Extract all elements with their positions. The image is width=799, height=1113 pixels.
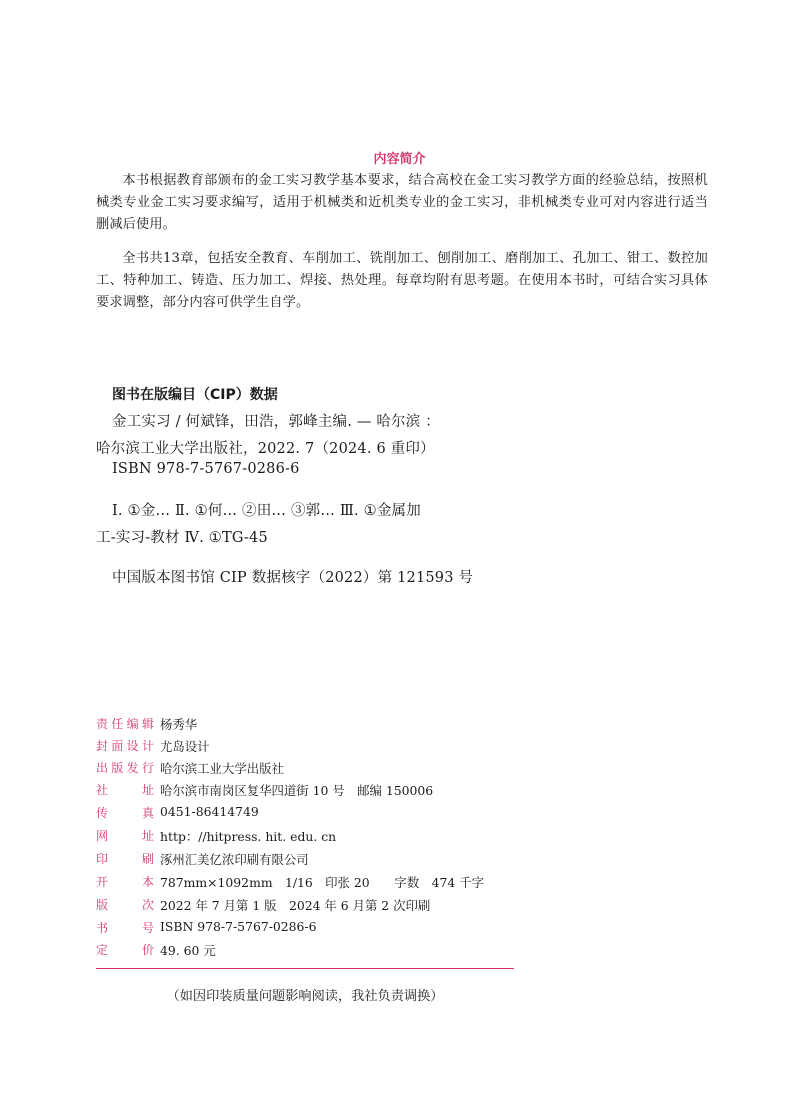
info-value: 49. 60 元 [160,943,216,958]
info-row-fax [96,804,259,822]
info-value: 哈尔滨市南岗区复华四道街 10 号 邮编 150006 [160,783,434,798]
info-label: 封面设计 [96,739,154,753]
info-row-price [96,941,216,959]
cip-classification-line-1: Ⅰ. ①金… Ⅱ. ①何… ②田… ③郭… Ⅲ. ①金属加 [112,503,421,519]
info-value: 2022 年 7 月第 1 版 2024 年 6 月第 2 次印刷 [160,898,431,913]
info-row-format [96,873,484,891]
info-value: 哈尔滨工业大学出版社 [160,761,284,776]
info-row-isbn [96,919,317,937]
cip-isbn-line: ISBN 978-7-5767-0286-6 [112,461,300,477]
cip-heading: 图书在版编目（CIP）数据 [112,387,278,403]
info-row-printer [96,850,309,868]
info-value: 杨秀华 [160,717,198,732]
info-value: 0451-86414749 [160,804,259,819]
info-value: 尤岛设计 [160,739,210,754]
info-row-website [96,827,336,845]
cip-publisher-line: 哈尔滨工业大学出版社，2022. 7（2024. 6 重印） [96,441,435,457]
info-label: 开 本 [96,875,154,889]
cip-title-line: 金工实习 / 何斌锋，田浩，郭峰主编. — 哈尔滨 ： [112,414,440,430]
divider-line [96,968,514,969]
info-row-cover-design [96,737,210,755]
info-label: 传 真 [96,806,154,820]
info-row-edition [96,896,430,914]
info-label: 印 刷 [96,852,154,866]
info-label: 责任编辑 [96,717,154,731]
cip-classification-line-2: 工-实习-教材 Ⅳ. ①TG-45 [96,530,268,546]
info-label: 网 址 [96,829,154,843]
intro-paragraph-1: 本书根据教育部颁布的金工实习教学基本要求，结合高校在金工实习教学方面的经验总结，按照机械类专业金工实习要求编写，适用于机械类和近机类专业的金工实习，非机械类专业可对内容进行适当删减后使用。 [96,173,708,232]
info-label: 版 次 [96,898,154,912]
info-value: http：//hitpress. hit. edu. cn [160,829,337,844]
info-row-address [96,781,433,799]
footer-note: （如因印装质量问题影响阅读，我社负责调换） [166,989,444,1004]
info-value: 涿州汇美亿浓印刷有限公司 [160,852,309,867]
intro-paragraph-2: 全书共13章，包括安全教育、车削加工、铣削加工、刨削加工、磨削加工、孔加工、钳工、数控加工、特种加工、铸造、压力加工、焊接、热处理。每章均附有思考题。在使用本书时，可结合实习具体要求调整，部分内容可供学生自学。 [96,251,708,310]
intro-title: 内容简介 [373,152,426,167]
info-label: 出版发行 [96,761,154,775]
info-label: 书 号 [96,921,154,935]
info-value: 787mm×1092mm 1/16 印张 20 字数 474 千字 [160,875,484,890]
info-label: 定 价 [96,943,154,957]
info-row-publisher [96,759,284,777]
info-value: ISBN 978-7-5767-0286-6 [160,919,317,934]
info-row-editor [96,715,197,733]
info-label: 社 址 [96,783,154,797]
cip-record-line: 中国版本图书馆 CIP 数据核字（2022）第 121593 号 [112,570,474,586]
